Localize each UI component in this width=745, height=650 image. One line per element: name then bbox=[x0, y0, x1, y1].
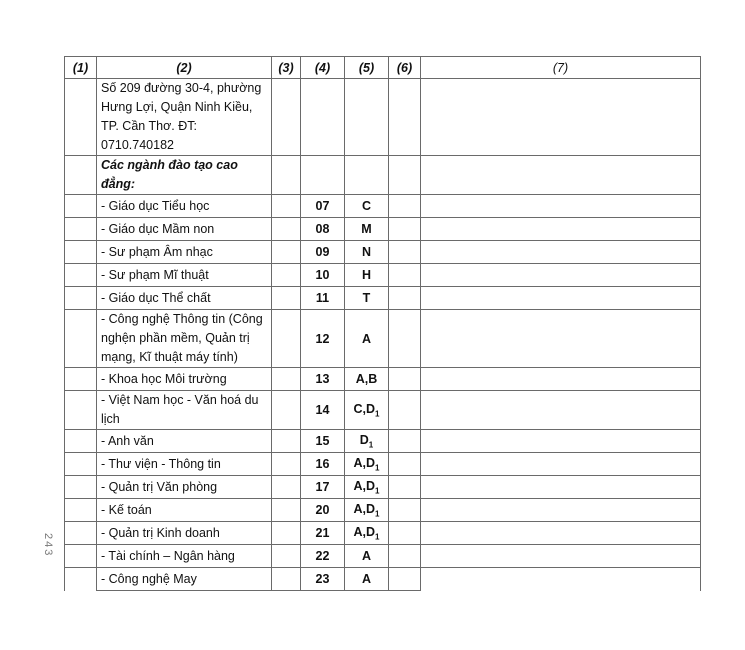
program-name: - Giáo dục Thể chất bbox=[97, 287, 272, 310]
cell-col-1 bbox=[65, 310, 97, 368]
exam-group bbox=[345, 310, 389, 368]
table-row bbox=[65, 453, 701, 476]
cell-col-3 bbox=[272, 568, 301, 591]
cell-col-1 bbox=[65, 391, 97, 430]
cell-col-6 bbox=[389, 453, 421, 476]
exam-group-subscript: 1 bbox=[375, 486, 380, 496]
program-name: - Giáo dục Mầm non bbox=[97, 218, 272, 241]
exam-group bbox=[345, 156, 389, 195]
cell-col-6 bbox=[389, 218, 421, 241]
header-col-3: (3) bbox=[272, 57, 301, 79]
header-col-5: (5) bbox=[345, 57, 389, 79]
header-col-4: (4) bbox=[301, 57, 345, 79]
cell-col-3 bbox=[272, 264, 301, 287]
exam-group-text: C,D bbox=[353, 401, 376, 416]
cell-col-7 bbox=[421, 79, 701, 156]
cell-col-3 bbox=[272, 499, 301, 522]
program-code: 20 bbox=[301, 499, 345, 522]
program-name: - Quản trị Văn phòng bbox=[97, 476, 272, 499]
cell-col-6 bbox=[389, 241, 421, 264]
table-row bbox=[65, 218, 701, 241]
exam-group bbox=[345, 195, 389, 218]
exam-group-text: C bbox=[361, 199, 372, 213]
program-name: - Sư phạm Mĩ thuật bbox=[97, 264, 272, 287]
cell-col-6 bbox=[389, 522, 421, 545]
program-name: - Khoa học Môi trường bbox=[97, 368, 272, 391]
table-row bbox=[65, 264, 701, 287]
cell-col-3 bbox=[272, 522, 301, 545]
table-row bbox=[65, 79, 701, 156]
program-name: - Sư phạm Âm nhạc bbox=[97, 241, 272, 264]
header-row bbox=[65, 57, 701, 79]
program-code: 07 bbox=[301, 195, 345, 218]
cell-col-1 bbox=[65, 499, 97, 522]
page-number: 243 bbox=[42, 533, 54, 558]
cell-col-7 bbox=[421, 545, 701, 568]
exam-group bbox=[345, 453, 389, 476]
cell-col-6 bbox=[389, 156, 421, 195]
program-name: Các ngành đào tạo cao đẳng: bbox=[97, 156, 272, 195]
cell-col-7 bbox=[421, 368, 701, 391]
cell-col-6 bbox=[389, 430, 421, 453]
program-code: 09 bbox=[301, 241, 345, 264]
exam-group-text: M bbox=[361, 222, 372, 236]
cell-col-1 bbox=[65, 241, 97, 264]
cell-col-6 bbox=[389, 499, 421, 522]
cell-col-7 bbox=[421, 241, 701, 264]
table-row bbox=[65, 391, 701, 430]
table-row bbox=[65, 499, 701, 522]
cell-col-3 bbox=[272, 156, 301, 195]
cell-col-6 bbox=[389, 264, 421, 287]
exam-group bbox=[345, 264, 389, 287]
cell-col-1 bbox=[65, 218, 97, 241]
exam-group-text: A bbox=[361, 331, 372, 346]
exam-group-subscript: 1 bbox=[375, 409, 380, 419]
program-name: - Kế toán bbox=[97, 499, 272, 522]
cell-col-6 bbox=[389, 195, 421, 218]
cell-col-3 bbox=[272, 368, 301, 391]
program-name: - Công nghệ Thông tin (Công nghện phần mềm, Quản trị mạng, Kĩ thuật máy tính) bbox=[97, 310, 272, 368]
program-code: 08 bbox=[301, 218, 345, 241]
cell-col-6 bbox=[389, 391, 421, 430]
table-row bbox=[65, 545, 701, 568]
exam-group bbox=[345, 79, 389, 156]
cell-col-7 bbox=[421, 453, 701, 476]
cell-col-1 bbox=[65, 476, 97, 499]
exam-group bbox=[345, 368, 389, 391]
exam-group bbox=[345, 218, 389, 241]
exam-group-subscript: 1 bbox=[375, 463, 380, 473]
table-row bbox=[65, 368, 701, 391]
cell-col-3 bbox=[272, 79, 301, 156]
cell-col-7 bbox=[421, 499, 701, 522]
exam-group bbox=[345, 430, 389, 453]
cell-col-1 bbox=[65, 522, 97, 545]
cell-col-1 bbox=[65, 453, 97, 476]
program-name: Số 209 đường 30-4, phường Hưng Lợi, Quận Ninh Kiều, TP. Cần Thơ. ĐT: 0710.740182 bbox=[97, 79, 272, 156]
header-col-2: (2) bbox=[97, 57, 272, 79]
exam-group-subscript: 1 bbox=[375, 509, 380, 519]
program-code: 13 bbox=[301, 368, 345, 391]
exam-group-text: A,B bbox=[355, 372, 378, 386]
header-col-1: (1) bbox=[65, 57, 97, 79]
exam-group bbox=[345, 241, 389, 264]
cell-col-1 bbox=[65, 568, 97, 591]
program-code: 10 bbox=[301, 264, 345, 287]
program-name: - Quản trị Kinh doanh bbox=[97, 522, 272, 545]
program-code: 15 bbox=[301, 430, 345, 453]
admissions-table bbox=[64, 56, 701, 591]
left-frame-line bbox=[64, 513, 65, 559]
cell-col-3 bbox=[272, 310, 301, 368]
exam-group bbox=[345, 522, 389, 545]
cell-col-6 bbox=[389, 476, 421, 499]
table-row bbox=[65, 195, 701, 218]
cell-col-3 bbox=[272, 476, 301, 499]
table-body bbox=[65, 79, 701, 591]
cell-col-1 bbox=[65, 287, 97, 310]
cell-col-6 bbox=[389, 368, 421, 391]
cell-col-3 bbox=[272, 453, 301, 476]
cell-col-7 bbox=[421, 156, 701, 195]
header-col-7: (7) bbox=[421, 57, 701, 79]
program-code: 22 bbox=[301, 545, 345, 568]
cell-col-3 bbox=[272, 241, 301, 264]
program-code: 11 bbox=[301, 287, 345, 310]
cell-col-6 bbox=[389, 568, 421, 591]
cell-col-3 bbox=[272, 430, 301, 453]
header-col-6: (6) bbox=[389, 57, 421, 79]
exam-group bbox=[345, 499, 389, 522]
program-name: - Thư viện - Thông tin bbox=[97, 453, 272, 476]
cell-col-1 bbox=[65, 368, 97, 391]
program-name: - Việt Nam học - Văn hoá du lịch bbox=[97, 391, 272, 430]
cell-col-1 bbox=[65, 195, 97, 218]
cell-col-7 bbox=[421, 430, 701, 453]
exam-group-text: A,D bbox=[353, 524, 376, 539]
exam-group-subscript: 1 bbox=[375, 532, 380, 542]
program-code: 23 bbox=[301, 568, 345, 591]
exam-group-text: A,D bbox=[353, 455, 376, 470]
cell-col-1 bbox=[65, 264, 97, 287]
cell-col-7 bbox=[421, 391, 701, 430]
cell-col-6 bbox=[389, 310, 421, 368]
exam-group-text: N bbox=[361, 245, 372, 259]
cell-col-3 bbox=[272, 195, 301, 218]
cell-col-3 bbox=[272, 545, 301, 568]
exam-group bbox=[345, 391, 389, 430]
cell-col-7 bbox=[421, 568, 701, 591]
cell-col-7 bbox=[421, 522, 701, 545]
cell-col-6 bbox=[389, 79, 421, 156]
table-row bbox=[65, 156, 701, 195]
cell-col-1 bbox=[65, 156, 97, 195]
program-code: 21 bbox=[301, 522, 345, 545]
program-code: 12 bbox=[301, 310, 345, 368]
exam-group bbox=[345, 568, 389, 591]
cell-col-7 bbox=[421, 218, 701, 241]
cell-col-7 bbox=[421, 476, 701, 499]
exam-group-text: T bbox=[362, 291, 371, 305]
program-name: - Anh văn bbox=[97, 430, 272, 453]
cell-col-7 bbox=[421, 287, 701, 310]
program-name: - Công nghệ May bbox=[97, 568, 272, 591]
exam-group-text: A,D bbox=[353, 501, 376, 516]
cell-col-6 bbox=[389, 287, 421, 310]
cell-col-1 bbox=[65, 545, 97, 568]
exam-group-text: A,D bbox=[353, 478, 376, 493]
cell-col-1 bbox=[65, 430, 97, 453]
cell-col-7 bbox=[421, 195, 701, 218]
program-name: - Tài chính – Ngân hàng bbox=[97, 545, 272, 568]
exam-group-subscript: 1 bbox=[368, 440, 374, 450]
program-code: 14 bbox=[301, 391, 345, 430]
program-name: - Giáo dục Tiểu học bbox=[97, 195, 272, 218]
table-row bbox=[65, 522, 701, 545]
program-code: 16 bbox=[301, 453, 345, 476]
table-row bbox=[65, 287, 701, 310]
table-row bbox=[65, 430, 701, 453]
table-row bbox=[65, 241, 701, 264]
table-row bbox=[65, 310, 701, 368]
program-code: 17 bbox=[301, 476, 345, 499]
table-row bbox=[65, 476, 701, 499]
exam-group bbox=[345, 476, 389, 499]
cell-col-7 bbox=[421, 264, 701, 287]
exam-group-text: A bbox=[361, 572, 372, 586]
program-code bbox=[301, 156, 345, 195]
program-code bbox=[301, 79, 345, 156]
table-row bbox=[65, 568, 701, 591]
exam-group-text: A bbox=[361, 549, 372, 563]
exam-group bbox=[345, 287, 389, 310]
cell-col-6 bbox=[389, 545, 421, 568]
cell-col-1 bbox=[65, 79, 97, 156]
exam-group bbox=[345, 545, 389, 568]
exam-group-text: H bbox=[361, 268, 372, 282]
cell-col-3 bbox=[272, 287, 301, 310]
cell-col-3 bbox=[272, 391, 301, 430]
exam-group-text: D bbox=[359, 432, 369, 447]
cell-col-7 bbox=[421, 310, 701, 368]
cell-col-3 bbox=[272, 218, 301, 241]
